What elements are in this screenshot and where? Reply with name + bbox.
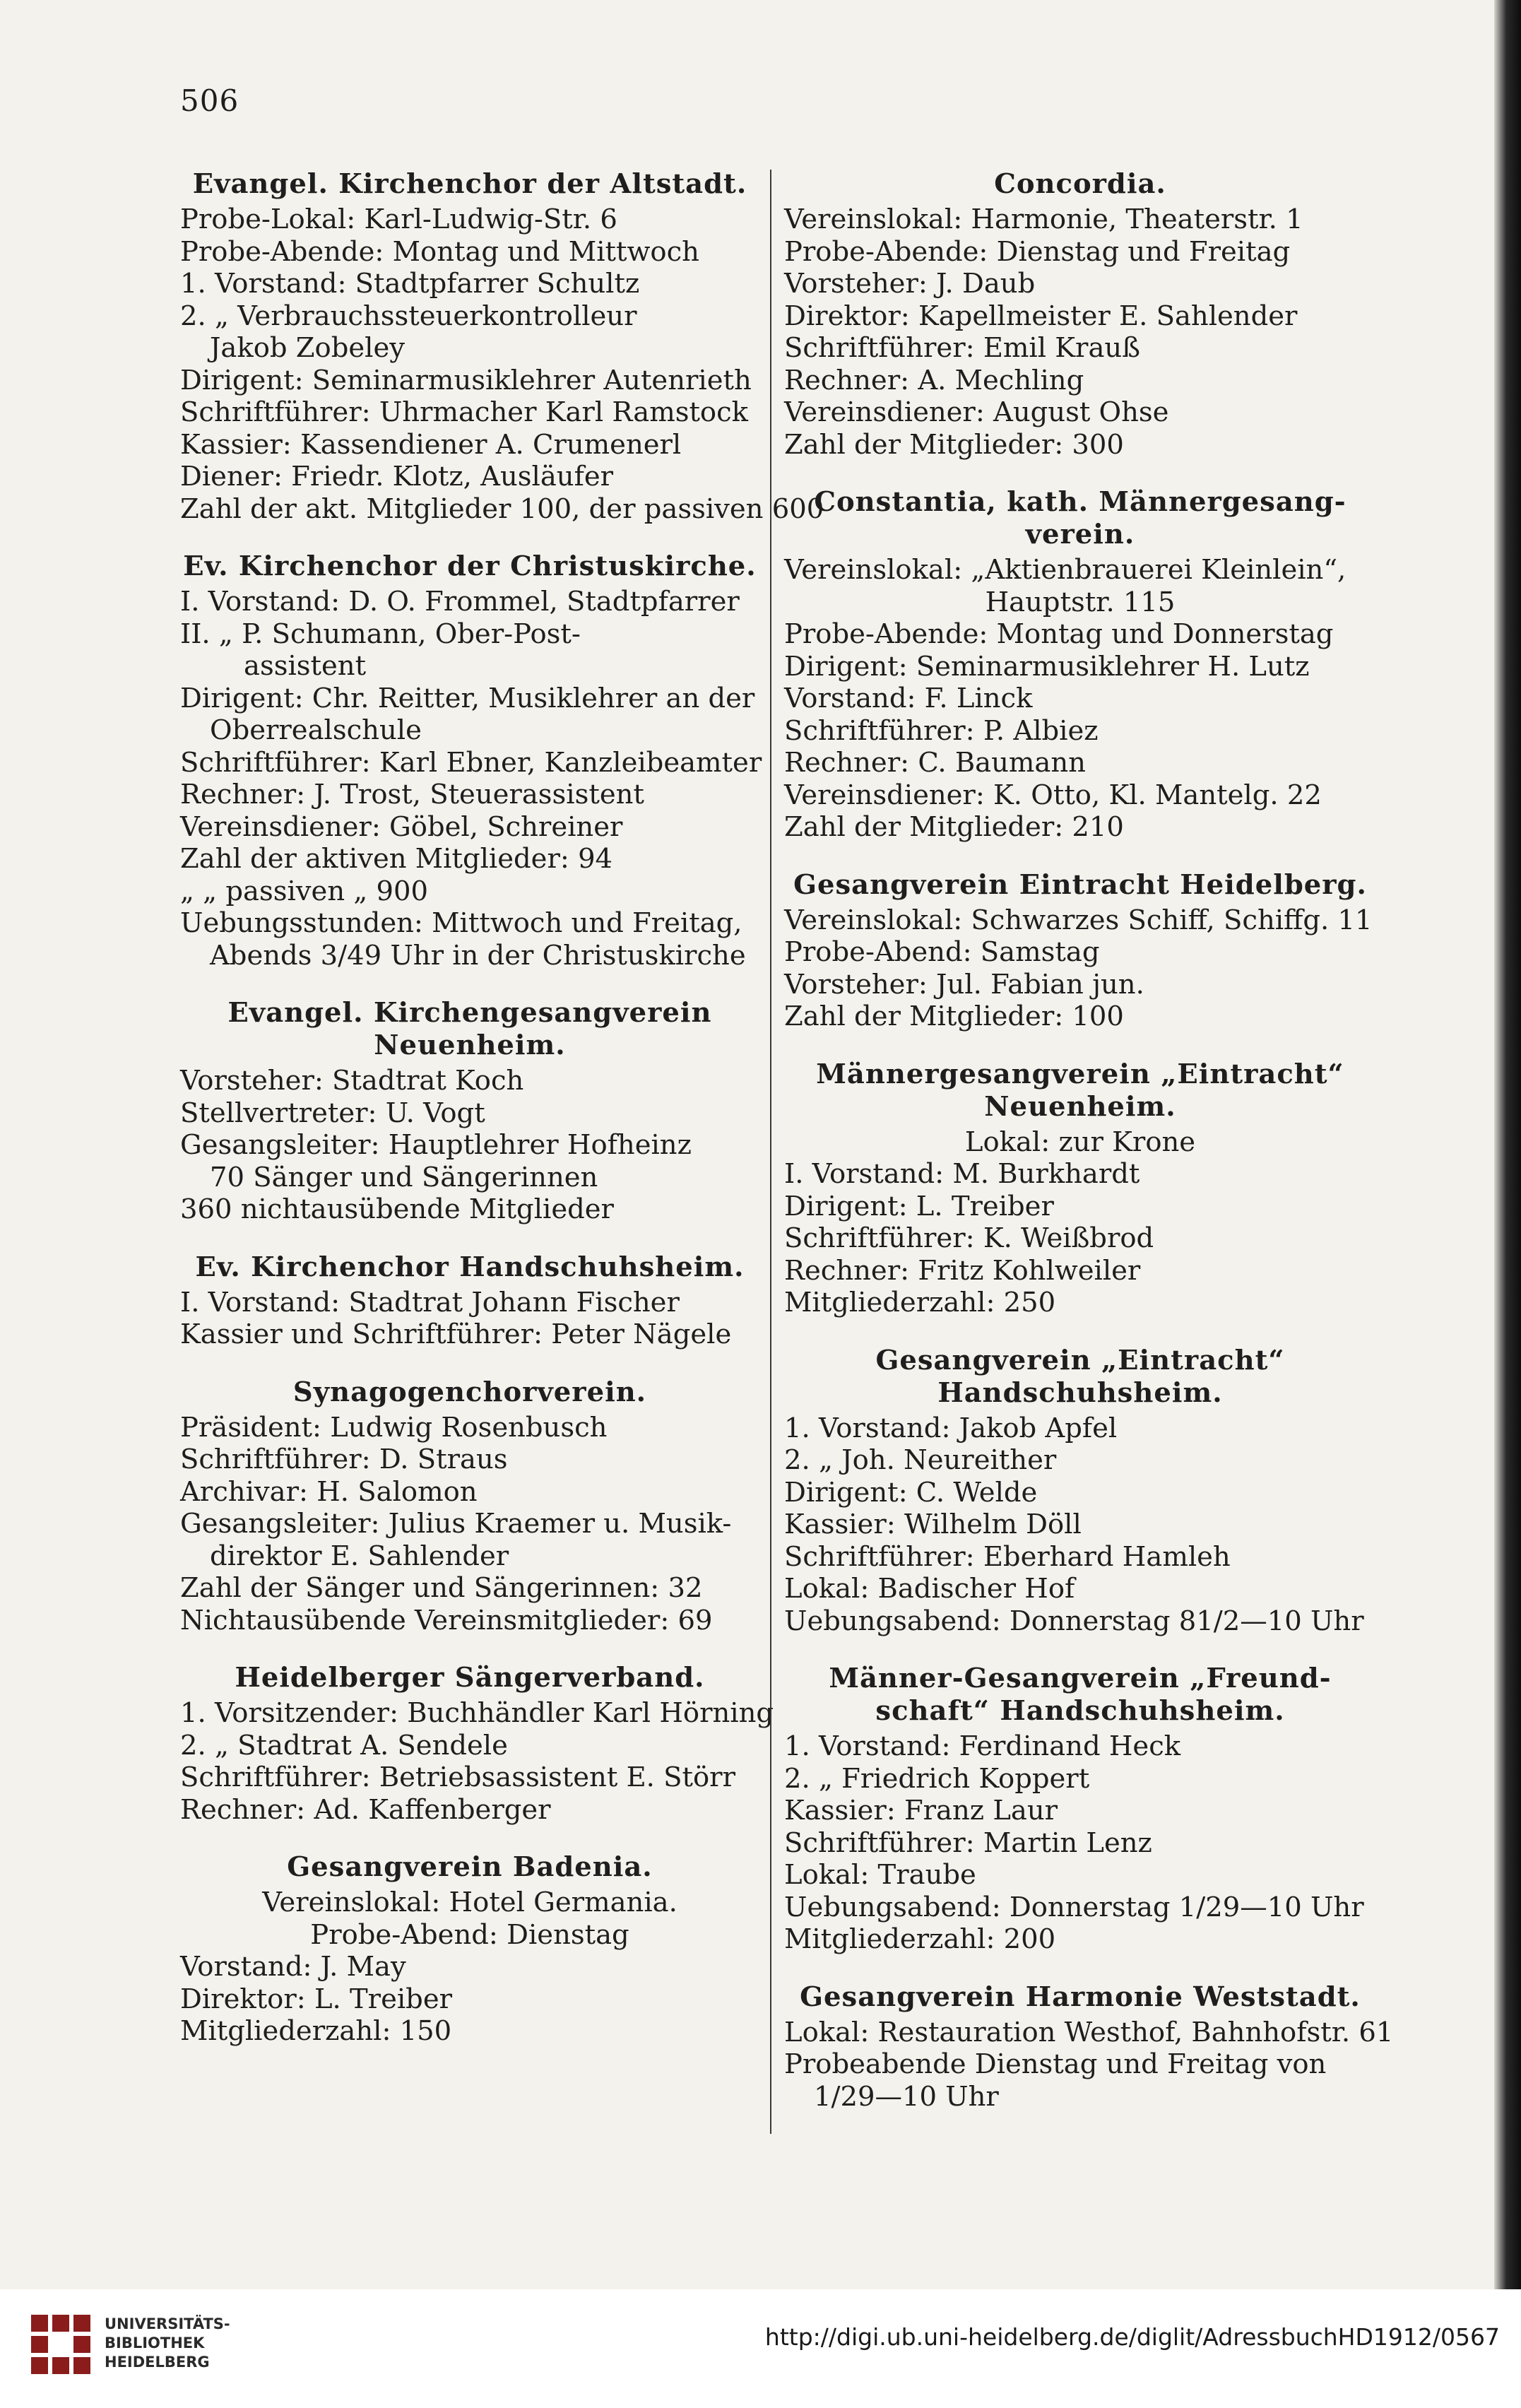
entry-line: Probe-Abende: Montag und Mittwoch <box>180 235 699 268</box>
entry-line: Diener: Friedr. Klotz, Ausläufer <box>180 461 614 492</box>
entry-heading: Männer-Gesangverein „Freund-schaft“ Handschuhsheim. <box>829 1663 1332 1727</box>
entry-line: Dirigent: Seminarmusiklehrer Autenrieth <box>180 364 752 396</box>
library-name-line: BIBLIOTHEK <box>105 2335 205 2351</box>
logo-block <box>73 2336 90 2353</box>
entry-line: Probe-Abend: Dienstag <box>310 1918 629 1951</box>
entry-line: Schriftführer: Betriebsassistent E. Störr <box>180 1761 735 1793</box>
entry-line: Vereinsdiener: August Ohse <box>784 396 1169 428</box>
entry-line: Schriftführer: Eberhard Hamleh <box>784 1540 1231 1573</box>
entry-line: Vereinslokal: Harmonie, Theaterstr. 1 <box>784 203 1303 235</box>
entry-heading: Constantia, kath. Männergesang-verein. <box>814 486 1347 550</box>
entry-line: Vereinslokal: „Aktienbrauerei Kleinlein“, <box>784 554 1347 586</box>
directory-entry <box>784 1663 1376 1956</box>
entry-line: Zahl der Mitglieder: 100 <box>784 1001 1124 1032</box>
entry-line: I. Vorstand: Stadtrat Johann Fischer <box>180 1286 680 1318</box>
entry-line: 2. „ Stadtrat A. Sendele <box>180 1729 508 1761</box>
left-column <box>180 168 824 2073</box>
entry-line: Uebungsstunden: Mittwoch und Freitag, <box>180 907 742 939</box>
page-number: 506 <box>180 83 239 118</box>
right-column <box>784 168 1394 2138</box>
entry-line: Uebungsabend: Donnerstag 81/2—10 Uhr <box>784 1605 1364 1637</box>
entry-line: direktor E. Sahlender <box>210 1540 509 1572</box>
entry-line: Schriftführer: Martin Lenz <box>784 1826 1152 1859</box>
entry-line: Probeabende Dienstag und Freitag von <box>784 2048 1327 2080</box>
entry-line: 2. „ Verbrauchssteuerkontrolleur <box>180 300 637 332</box>
logo-block <box>52 2315 69 2332</box>
directory-entry <box>180 1251 759 1351</box>
logo-block <box>52 2357 69 2374</box>
logo-block <box>31 2357 48 2374</box>
entry-line: Zahl der Mitglieder: 210 <box>784 811 1124 843</box>
logo-block <box>31 2336 48 2353</box>
entry-line: Rechner: J. Trost, Steuerassistent <box>180 779 644 810</box>
entry-line: Schriftführer: Emil Krauß <box>784 332 1140 364</box>
entry-heading: Gesangverein Eintracht Heidelberg. <box>793 868 1367 901</box>
entry-line: 1. Vorstand: Ferdinand Heck <box>784 1730 1181 1762</box>
directory-entry <box>784 869 1376 1033</box>
entry-heading: Gesangverein „Eintracht“ Handschuhsheim. <box>875 1344 1285 1409</box>
entry-line: Dirigent: Chr. Reitter, Musiklehrer an der <box>180 682 755 714</box>
entry-line: Lokal: zur Krone <box>964 1126 1196 1158</box>
entry-line: Zahl der akt. Mitglieder 100, der passiven 600 <box>180 492 824 525</box>
entry-heading: Heidelberger Sängerverband. <box>235 1662 705 1694</box>
entry-line: Kassier: Wilhelm Döll <box>784 1509 1082 1540</box>
entry-line: Mitgliederzahl: 250 <box>784 1287 1056 1318</box>
entry-line: Nichtausübende Vereinsmitglieder: 69 <box>180 1604 713 1636</box>
entry-line: Vereinsdiener: K. Otto, Kl. Mantelg. 22 <box>784 779 1322 811</box>
entry-line: Kassier: Franz Laur <box>784 1795 1058 1826</box>
entry-line: Probe-Lokal: Karl-Ludwig-Str. 6 <box>180 203 617 235</box>
entry-line: Schriftführer: K. Weißbrod <box>784 1222 1154 1254</box>
directory-entry <box>784 168 1376 461</box>
page-footer <box>0 2289 1521 2408</box>
entry-line: Stellvertreter: U. Vogt <box>180 1097 485 1129</box>
logo-block <box>31 2315 48 2332</box>
entry-line: Probe-Abend: Samstag <box>784 936 1100 968</box>
directory-entry <box>784 486 1376 844</box>
entry-line: Vorsteher: Jul. Fabian jun. <box>784 968 1144 1001</box>
entry-heading: Evangel. Kirchenchor der Altstadt. <box>192 168 747 200</box>
entry-line: Präsident: Ludwig Rosenbusch <box>180 1411 608 1444</box>
entry-line: 1. Vorsitzender: Buchhändler Karl Hörning <box>180 1697 774 1729</box>
directory-entry <box>180 550 762 972</box>
entry-line: Mitgliederzahl: 150 <box>180 2015 452 2047</box>
entry-line: 1/29—10 Uhr <box>814 2080 999 2113</box>
entry-heading: Gesangverein Harmonie Weststadt. <box>800 1981 1361 2013</box>
entry-line: Rechner: A. Mechling <box>784 364 1084 396</box>
entry-line: 360 nichtausübende Mitglieder <box>180 1193 614 1225</box>
entry-line: Archivar: H. Salomon <box>180 1475 478 1508</box>
entry-line: Direktor: L. Treiber <box>180 1983 453 2015</box>
entry-line: 1. Vorstand: Jakob Apfel <box>784 1412 1118 1444</box>
entry-line: Rechner: C. Baumann <box>784 747 1086 779</box>
source-url-link[interactable]: http://digi.ub.uni-heidelberg.de/diglit/AdressbuchHD1912/0567 <box>764 2323 1500 2351</box>
entry-line: Uebungsabend: Donnerstag 1/29—10 Uhr <box>784 1891 1364 1923</box>
library-name <box>105 2315 230 2372</box>
entry-line: Vereinsdiener: Göbel, Schreiner <box>180 810 623 843</box>
entry-line: Lokal: Restauration Westhof, Bahnhofstr. 61 <box>784 2016 1394 2048</box>
entry-line: Vorstand: F. Linck <box>784 683 1033 714</box>
entry-heading: Synagogenchorverein. <box>292 1376 647 1408</box>
logo-block <box>73 2315 90 2332</box>
entry-line: assistent <box>244 650 367 682</box>
entry-line: Vereinslokal: Schwarzes Schiff, Schiffg. 11 <box>784 904 1373 936</box>
column-divider <box>770 170 771 2134</box>
entry-line: Dirigent: Seminarmusiklehrer H. Lutz <box>784 650 1310 683</box>
directory-entry <box>180 1662 774 1826</box>
entry-heading: Ev. Kirchenchor der Christuskirche. <box>183 550 757 582</box>
entry-line: 1. Vorstand: Stadtpfarrer Schultz <box>180 268 640 300</box>
entry-line: Gesangsleiter: Julius Kraemer u. Musik- <box>180 1508 732 1540</box>
entry-line: Oberrealschule <box>210 714 422 746</box>
directory-entry <box>784 1981 1394 2113</box>
entry-line: Hauptstr. 115 <box>985 586 1176 618</box>
entry-line: Rechner: Ad. Kaffenberger <box>180 1793 551 1826</box>
entry-line: Schriftführer: Karl Ebner, Kanzleibeamter <box>180 746 762 779</box>
entry-line: Mitgliederzahl: 200 <box>784 1923 1056 1955</box>
entry-line: Dirigent: C. Welde <box>784 1476 1038 1509</box>
entry-heading: Männergesangverein „Eintracht“ Neuenheim. <box>816 1058 1344 1123</box>
directory-entry <box>180 1376 759 1637</box>
library-name-line: UNIVERSITÄTS- <box>105 2315 230 2332</box>
entry-line: I. Vorstand: M. Burkhardt <box>784 1158 1140 1190</box>
entry-heading: Gesangverein Badenia. <box>287 1851 653 1883</box>
entry-line: „ „ passiven „ 900 <box>180 875 429 907</box>
entry-line: I. Vorstand: D. O. Frommel, Stadtpfarrer <box>180 586 740 618</box>
directory-entry <box>784 1058 1376 1319</box>
entry-line: Zahl der Mitglieder: 300 <box>784 428 1124 461</box>
directory-entry <box>180 997 759 1226</box>
entry-line: 2. „ Friedrich Koppert <box>784 1762 1090 1795</box>
entry-heading: Ev. Kirchenchor Handschuhsheim. <box>195 1251 745 1283</box>
entry-line: Vorsteher: Stadtrat Koch <box>180 1065 524 1097</box>
entry-line: Direktor: Kapellmeister E. Sahlender <box>784 300 1298 332</box>
entry-line: Schriftführer: D. Straus <box>180 1444 508 1475</box>
entry-line: Kassier und Schriftführer: Peter Nägele <box>180 1318 732 1350</box>
entry-line: Vereinslokal: Hotel Germania. <box>262 1887 677 1918</box>
entry-line: 70 Sänger und Sängerinnen <box>210 1161 598 1193</box>
logo-block <box>73 2357 90 2374</box>
entry-heading: Evangel. Kirchengesangverein Neuenheim. <box>227 997 712 1061</box>
entry-line: Vorstand: J. May <box>180 1951 406 1983</box>
entry-line: Zahl der aktiven Mitglieder: 94 <box>180 843 613 875</box>
entry-line: Rechner: Fritz Kohlweiler <box>784 1254 1141 1287</box>
entry-line: Dirigent: L. Treiber <box>784 1190 1054 1222</box>
entry-line: Probe-Abende: Dienstag und Freitag <box>784 235 1291 268</box>
directory-entry <box>784 1345 1376 1638</box>
entry-line: II. „ P. Schumann, Ober-Post- <box>180 618 581 650</box>
directory-entry <box>180 1851 759 2048</box>
entry-line: Probe-Abende: Montag und Donnerstag <box>784 618 1334 650</box>
entry-line: Abends 3/49 Uhr in der Christuskirche <box>210 939 746 972</box>
entry-heading: Concordia. <box>994 168 1166 200</box>
directory-entry <box>180 168 824 525</box>
entry-line: Zahl der Sänger und Sängerinnen: 32 <box>180 1572 703 1604</box>
library-name-line: HEIDELBERG <box>105 2354 210 2371</box>
entry-line: Jakob Zobeley <box>210 332 405 364</box>
entry-line: 2. „ Joh. Neureither <box>784 1444 1057 1476</box>
entry-line: Schriftführer: Uhrmacher Karl Ramstock <box>180 396 749 428</box>
library-logo-icon <box>27 2310 95 2378</box>
page-edge-shadow <box>1494 0 1521 2408</box>
entry-line: Lokal: Badischer Hof <box>784 1573 1075 1605</box>
entry-line: Schriftführer: P. Albiez <box>784 714 1099 747</box>
entry-line: Kassier: Kassendiener A. Crumenerl <box>180 428 682 461</box>
entry-line: Gesangsleiter: Hauptlehrer Hofheinz <box>180 1129 692 1161</box>
entry-line: Lokal: Traube <box>784 1859 976 1891</box>
entry-line: Vorsteher: J. Daub <box>784 268 1036 300</box>
